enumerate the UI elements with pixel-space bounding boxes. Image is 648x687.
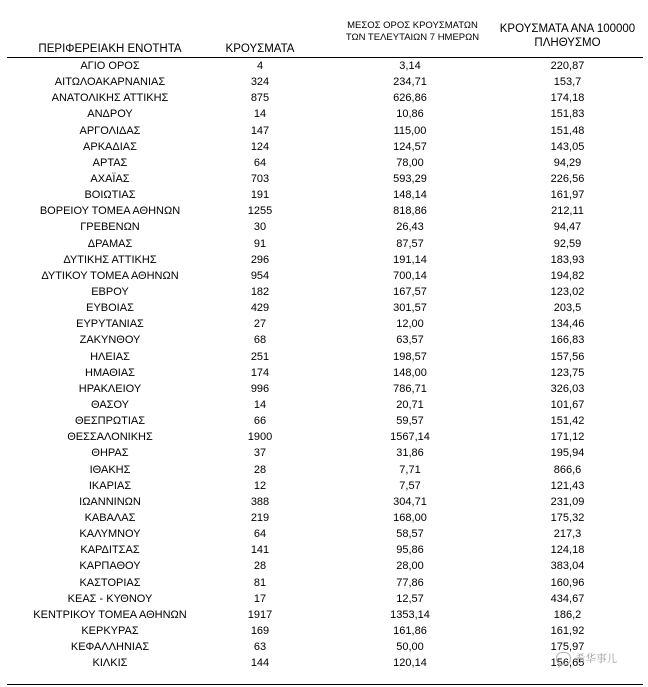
cell-regional-unit: ΚΑΡΠΑΘΟΥ (79, 560, 141, 573)
table-row (0, 219, 648, 235)
cell-cases-per-100k: 157,56 (550, 350, 585, 363)
cell-cases-per-100k: 434,67 (550, 592, 585, 605)
cell-cases-per-100k: 161,97 (550, 189, 585, 202)
cell-cases: 703 (250, 172, 270, 185)
cell-regional-unit: ΑΝΔΡΟΥ (87, 108, 133, 121)
cell-cases-per-100k: 183,93 (550, 253, 585, 266)
cell-7day-average: 10,86 (396, 108, 424, 121)
cell-cases: 169 (250, 624, 270, 637)
table-row (0, 542, 648, 558)
cell-7day-average: 148,00 (393, 366, 427, 379)
cell-7day-average: 786,71 (393, 382, 427, 395)
cell-7day-average: 301,57 (393, 302, 427, 315)
cell-cases: 124 (250, 140, 270, 153)
cell-cases-per-100k: 153,7 (553, 76, 582, 89)
cell-cases: 27 (253, 318, 267, 331)
cell-cases-per-100k: 121,43 (550, 479, 585, 492)
cell-cases-per-100k: 94,29 (553, 156, 582, 169)
table-row (0, 139, 648, 155)
cell-cases: 37 (253, 447, 267, 460)
cell-regional-unit: ΒΟΡΕΙΟΥ ΤΟΜΕΑ ΑΘΗΝΩΝ (39, 205, 181, 218)
cell-7day-average: 234,71 (393, 76, 427, 89)
table-row (0, 639, 648, 655)
cell-cases: 251 (250, 350, 270, 363)
cell-cases-per-100k: 217,3 (553, 528, 582, 541)
cell-cases-per-100k: 212,11 (551, 205, 584, 218)
table-row (0, 90, 648, 106)
cell-7day-average: 120,14 (393, 657, 427, 670)
cell-cases: 64 (253, 528, 267, 541)
cell-cases: 324 (250, 76, 270, 89)
cell-regional-unit: ΑΡΚΑΔΙΑΣ (83, 140, 137, 153)
cell-regional-unit: ΔΥΤΙΚΟΥ ΤΟΜΕΑ ΑΘΗΝΩΝ (41, 269, 179, 282)
cell-7day-average: 124,57 (393, 140, 427, 153)
cell-regional-unit: ΑΡΓΟΛΙΔΑΣ (79, 124, 141, 137)
header-7day-average: ΜΕΣΟΣ ΟΡΟΣ ΚΡΟΥΣΜΑΤΩΝ ΤΩΝ ΤΕΛΕΥΤΑΙΩΝ 7 ΗΜΕΡΩΝ (345, 20, 480, 43)
cell-7day-average: 1567,14 (390, 431, 430, 444)
cell-regional-unit: ΑΙΤΩΛΟΑΚΑΡΝΑΝΙΑΣ (54, 76, 166, 89)
table-row (0, 187, 648, 203)
table-row (0, 123, 648, 139)
cell-regional-unit: ΑΓΙΟ ΟΡΟΣ (80, 60, 140, 72)
cell-regional-unit: ΚΕΝΤΡΙΚΟΥ ΤΟΜΕΑ ΑΘΗΝΩΝ (33, 608, 187, 621)
cell-7day-average: 1353,14 (390, 608, 430, 621)
table-row (0, 236, 648, 252)
cell-7day-average: 626,86 (393, 92, 427, 105)
cell-cases: 174 (250, 366, 270, 379)
cell-cases-per-100k: 156,65 (550, 657, 585, 670)
cell-cases: 66 (253, 415, 267, 428)
cell-cases: 63 (253, 641, 267, 654)
cell-7day-average: 59,57 (396, 415, 424, 428)
cell-7day-average: 95,86 (396, 544, 424, 557)
cell-regional-unit: ΘΕΣΠΡΩΤΙΑΣ (74, 415, 146, 428)
table-row (0, 558, 648, 574)
cell-cases: 996 (250, 382, 270, 395)
cell-cases: 388 (250, 495, 270, 508)
cell-7day-average: 12,00 (396, 318, 424, 331)
cell-regional-unit: ΕΒΡΟΥ (91, 285, 129, 298)
cell-cases-per-100k: 175,32 (550, 511, 585, 524)
cell-cases-per-100k: 166,83 (550, 334, 585, 347)
cell-regional-unit: ΔΥΤΙΚΗΣ ΑΤΤΙΚΗΣ (63, 253, 157, 266)
cell-7day-average: 87,57 (396, 237, 424, 250)
cell-cases: 875 (250, 92, 270, 105)
cell-7day-average: 191,14 (393, 253, 427, 266)
table-row (0, 575, 648, 591)
cell-cases: 64 (253, 156, 267, 169)
cell-cases-per-100k: 151,42 (550, 415, 585, 428)
cell-cases: 1255 (247, 205, 273, 218)
cell-7day-average: 148,14 (393, 189, 427, 202)
table-row (0, 316, 648, 332)
cell-cases: 4 (256, 60, 264, 72)
table-row (0, 429, 648, 445)
table-row (0, 462, 648, 478)
cell-cases: 81 (253, 576, 267, 589)
table-row (0, 365, 648, 381)
cell-7day-average: 63,57 (396, 334, 424, 347)
cell-regional-unit: ΗΜΑΘΙΑΣ (85, 366, 135, 379)
cell-cases: 14 (253, 108, 267, 121)
cell-regional-unit: ΑΝΑΤΟΛΙΚΗΣ ΑΤΤΙΚΗΣ (51, 92, 169, 105)
table-row (0, 526, 648, 542)
cell-cases: 954 (250, 269, 270, 282)
cell-regional-unit: ΑΧΑΪΑΣ (90, 172, 130, 185)
cell-7day-average: 31,86 (396, 447, 424, 460)
cell-cases-per-100k: 143,05 (550, 140, 585, 153)
cell-7day-average: 58,57 (396, 528, 424, 541)
table-row (0, 381, 648, 397)
table-row (0, 607, 648, 623)
cell-cases-per-100k: 175,97 (550, 641, 585, 654)
table-row (0, 591, 648, 607)
table-row (0, 494, 648, 510)
table-row (0, 478, 648, 494)
cell-cases: 91 (253, 237, 267, 250)
cell-cases: 182 (250, 285, 270, 298)
cell-regional-unit: ΚΑΛΥΜΝΟΥ (79, 528, 141, 541)
cell-7day-average: 593,29 (393, 172, 427, 185)
table-row (0, 332, 648, 348)
cell-7day-average: 818,86 (393, 205, 427, 218)
table-row (0, 268, 648, 284)
header-regional-unit: ΠΕΡΙΦΕΡΕΙΑΚΗ ΕΝΟΤΗΤΑ (38, 43, 182, 55)
cell-cases: 12 (253, 479, 267, 492)
cell-regional-unit: ΘΑΣΟΥ (90, 398, 130, 411)
cell-7day-average: 168,00 (393, 511, 427, 524)
cell-cases-per-100k: 186,2 (553, 608, 582, 621)
cell-regional-unit: ΘΕΣΣΑΛΟΝΙΚΗΣ (67, 431, 153, 444)
table-row (0, 58, 648, 74)
cell-regional-unit: ΙΚΑΡΙΑΣ (88, 479, 132, 492)
cell-cases-per-100k: 134,46 (550, 318, 585, 331)
cell-cases-per-100k: 101,67 (550, 398, 585, 411)
cell-7day-average: 161,86 (393, 624, 427, 637)
cell-7day-average: 7,57 (399, 479, 421, 492)
cell-cases: 30 (253, 221, 267, 234)
cell-regional-unit: ΕΥΒΟΙΑΣ (86, 302, 134, 315)
cell-cases: 429 (250, 302, 270, 315)
cell-cases-per-100k: 383,04 (550, 560, 585, 573)
cell-7day-average: 50,00 (396, 641, 424, 654)
wechat-bubble-icon (556, 652, 571, 665)
cell-regional-unit: ΚΕΑΣ - ΚΥΘΝΟΥ (67, 592, 153, 605)
cell-7day-average: 20,71 (396, 398, 424, 411)
table-row (0, 397, 648, 413)
cell-regional-unit: ΚΙΛΚΙΣ (92, 657, 128, 670)
cell-7day-average: 700,14 (393, 269, 427, 282)
cell-cases-per-100k: 195,94 (550, 447, 585, 460)
cell-cases-per-100k: 194,82 (550, 269, 585, 282)
cell-regional-unit: ΗΡΑΚΛΕΙΟΥ (78, 382, 142, 395)
cell-7day-average: 12,57 (396, 592, 424, 605)
cell-regional-unit: ΚΑΒΑΛΑΣ (84, 511, 136, 524)
cell-7day-average: 304,71 (393, 495, 427, 508)
cell-cases-per-100k: 174,18 (550, 92, 585, 105)
cell-regional-unit: ΚΑΡΔΙΤΣΑΣ (80, 544, 140, 557)
table-row (0, 445, 648, 461)
table-row (0, 413, 648, 429)
cell-cases-per-100k: 160,96 (550, 576, 585, 589)
cell-regional-unit: ΖΑΚΥΝΘΟΥ (79, 334, 141, 347)
cell-regional-unit: ΑΡΤΑΣ (92, 156, 128, 169)
table-row (0, 623, 648, 639)
cell-cases-per-100k: 866,6 (553, 463, 582, 476)
cell-regional-unit: ΘΗΡΑΣ (91, 447, 129, 460)
cell-7day-average: 26,43 (396, 221, 424, 234)
cell-regional-unit: ΙΩΑΝΝΙΝΩΝ (79, 495, 141, 508)
table-body (0, 58, 648, 671)
cell-regional-unit: ΗΛΕΙΑΣ (90, 350, 130, 363)
cell-cases: 141 (250, 544, 270, 557)
cell-cases-per-100k: 124,18 (550, 544, 585, 557)
table-row (0, 74, 648, 90)
cell-cases-per-100k: 203,5 (553, 302, 582, 315)
cell-cases: 17 (253, 592, 267, 605)
table-row (0, 510, 648, 526)
cell-7day-average: 77,86 (396, 576, 424, 589)
cell-cases-per-100k: 171,12 (550, 431, 585, 444)
cell-cases-per-100k: 161,92 (550, 624, 585, 637)
cell-regional-unit: ΕΥΡΥΤΑΝΙΑΣ (76, 318, 144, 331)
cell-cases: 1900 (247, 431, 273, 444)
table-row (0, 252, 648, 268)
cell-cases-per-100k: 151,48 (550, 124, 585, 137)
watermark (556, 649, 617, 667)
table-row (0, 155, 648, 171)
header-cases: ΚΡΟΥΣΜΑΤΑ (225, 43, 295, 55)
cell-cases-per-100k: 226,56 (550, 172, 585, 185)
cell-7day-average: 28,00 (396, 560, 424, 573)
cell-cases: 14 (253, 398, 267, 411)
table-row (0, 284, 648, 300)
cell-regional-unit: ΔΡΑΜΑΣ (87, 237, 133, 250)
cell-cases-per-100k: 92,59 (553, 237, 582, 250)
watermark-text: 希华事儿 (575, 652, 617, 665)
cell-regional-unit: ΒΟΙΩΤΙΑΣ (84, 189, 136, 202)
cell-cases-per-100k: 123,02 (550, 285, 585, 298)
cell-7day-average: 198,57 (393, 350, 427, 363)
cell-7day-average: 7,71 (399, 463, 421, 476)
cell-cases: 1917 (247, 608, 273, 621)
cell-cases-per-100k: 94,47 (553, 221, 582, 234)
table-row (0, 300, 648, 316)
cell-cases-per-100k: 326,03 (550, 382, 585, 395)
table-row (0, 203, 648, 219)
cell-cases-per-100k: 231,09 (550, 495, 585, 508)
cell-cases: 219 (250, 511, 270, 524)
cell-cases: 68 (253, 334, 267, 347)
table-row (0, 655, 648, 671)
table-row (0, 171, 648, 187)
cell-cases: 191 (250, 189, 270, 202)
cell-cases-per-100k: 151,83 (550, 108, 585, 121)
cell-cases: 28 (253, 560, 267, 573)
cell-cases-per-100k: 220,87 (550, 60, 585, 72)
cell-regional-unit: ΚΕΡΚΥΡΑΣ (81, 624, 139, 637)
cell-cases: 296 (250, 253, 270, 266)
cell-cases: 144 (250, 657, 270, 670)
cell-7day-average: 78,00 (396, 156, 424, 169)
table-bottom-border (7, 684, 643, 685)
header-cases-per-100k: ΚΡΟΥΣΜΑΤΑ ΑΝΑ 100000 ΠΛΗΘΥΣΜΟ (499, 23, 636, 49)
cell-7day-average: 167,57 (393, 285, 427, 298)
cell-7day-average: 115,00 (393, 124, 427, 137)
cell-cases-per-100k: 123,75 (550, 366, 585, 379)
cell-regional-unit: ΙΘΑΚΗΣ (89, 463, 131, 476)
cell-cases: 28 (253, 463, 267, 476)
table-row (0, 349, 648, 365)
cell-7day-average: 3,14 (399, 60, 421, 72)
cell-regional-unit: ΚΕΦΑΛΛΗΝΙΑΣ (70, 641, 150, 654)
table-row (0, 106, 648, 122)
cell-regional-unit: ΓΡΕΒΕΝΩΝ (80, 221, 140, 234)
cell-cases: 147 (250, 124, 270, 137)
cell-regional-unit: ΚΑΣΤΟΡΙΑΣ (79, 576, 141, 589)
